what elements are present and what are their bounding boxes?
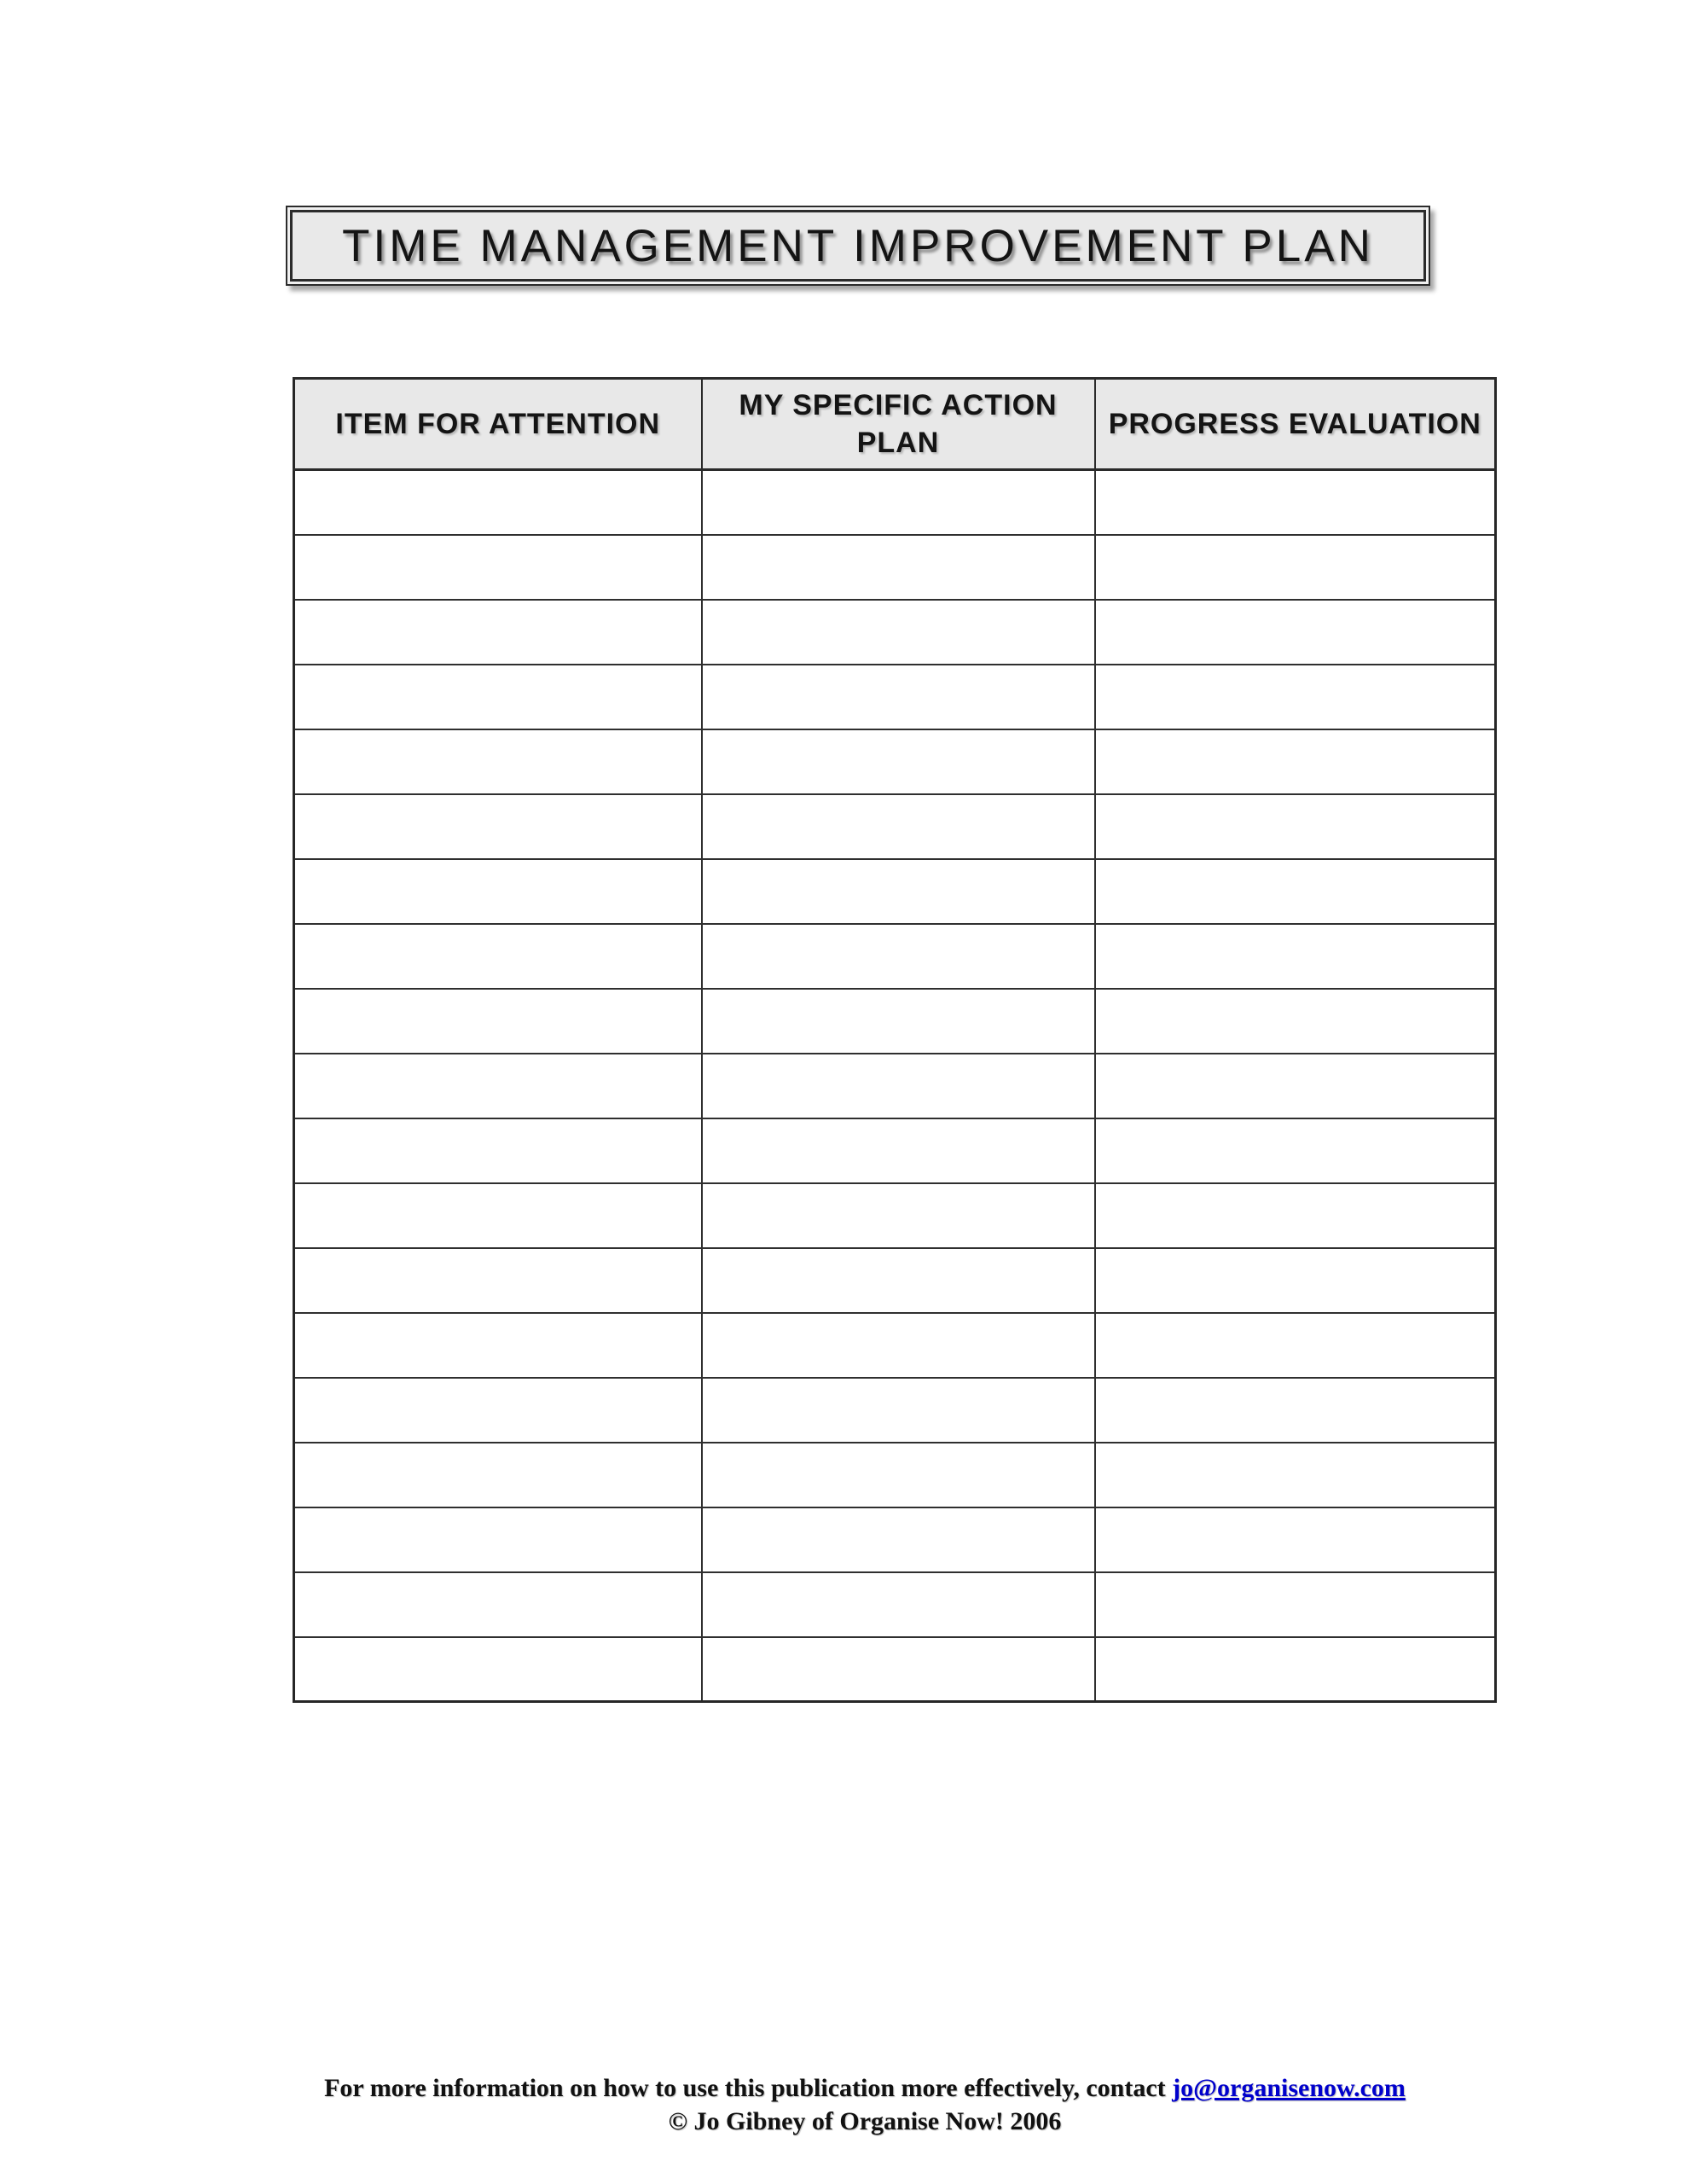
table-row [294,1443,1496,1507]
table-cell [294,1054,702,1118]
table-cell [294,859,702,924]
table-cell [702,1378,1095,1443]
table-row [294,729,1496,794]
table-cell [1095,1572,1496,1637]
table-cell [294,729,702,794]
table-cell [1095,535,1496,600]
table-cell [702,535,1095,600]
table-cell [702,1183,1095,1248]
table-row [294,470,1496,535]
table-cell [1095,794,1496,859]
table-cell [1095,989,1496,1054]
table-cell [702,470,1095,535]
table-cell [294,924,702,989]
table-row [294,1313,1496,1378]
table-cell [702,729,1095,794]
table-row [294,535,1496,600]
table-cell [1095,1248,1496,1313]
table-row [294,794,1496,859]
table-cell [294,1378,702,1443]
table-row [294,1118,1496,1183]
table-body [294,470,1496,1702]
column-header-item-for-attention: ITEM FOR ATTENTION [294,379,702,470]
table-cell [1095,1183,1496,1248]
table-cell [294,470,702,535]
table-cell [702,989,1095,1054]
table-cell [702,1248,1095,1313]
table-cell [1095,1313,1496,1378]
table-row [294,1378,1496,1443]
table-row [294,1637,1496,1702]
page-footer [43,2071,1687,2138]
table-row [294,1183,1496,1248]
table-row [294,1572,1496,1637]
table-cell [1095,1118,1496,1183]
table-cell [294,1637,702,1702]
table-cell [294,1118,702,1183]
table-cell [702,924,1095,989]
table-row [294,600,1496,665]
email-link[interactable]: jo@organisenow.com [1172,2074,1406,2102]
copyright-line: © Jo Gibney of Organise Now! 2006 [668,2107,1062,2135]
column-header-my-specific-action-plan: MY SPECIFIC ACTION PLAN [702,379,1095,470]
table-cell [702,665,1095,729]
table-cell [294,1443,702,1507]
table-cell [702,1572,1095,1637]
table-cell [1095,1443,1496,1507]
table-cell [1095,1637,1496,1702]
table-row [294,1248,1496,1313]
table-header-row [294,379,1496,470]
table-cell [1095,859,1496,924]
table-cell [1095,1378,1496,1443]
footer-contact-line [43,2071,1687,2105]
table-row [294,989,1496,1054]
table-cell [1095,729,1496,794]
table-cell [702,1313,1095,1378]
table-cell [294,1183,702,1248]
table-row [294,1507,1496,1572]
table-cell [702,1637,1095,1702]
table-cell [1095,600,1496,665]
table-cell [1095,1054,1496,1118]
table-cell [702,1507,1095,1572]
plan-table [293,377,1497,1703]
table-cell [294,1507,702,1572]
table-cell [294,665,702,729]
table-cell [294,1572,702,1637]
title-banner [286,206,1430,286]
page-title: TIME MANAGEMENT IMPROVEMENT PLAN [342,220,1374,271]
table-cell [702,600,1095,665]
table-cell [294,989,702,1054]
table-cell [702,794,1095,859]
table-cell [294,535,702,600]
table-row [294,665,1496,729]
column-header-progress-evaluation: PROGRESS EVALUATION [1095,379,1496,470]
table-cell [702,1054,1095,1118]
table-cell [294,1248,702,1313]
table-row [294,859,1496,924]
table-row [294,1054,1496,1118]
table-cell [1095,665,1496,729]
title-banner-inner [290,210,1426,282]
table-cell [702,1118,1095,1183]
footer-contact-text: For more information on how to use this publication more effectively, contact [324,2074,1173,2102]
table-cell [294,1313,702,1378]
table-cell [1095,924,1496,989]
table-cell [294,794,702,859]
table-cell [1095,1507,1496,1572]
table-cell [702,859,1095,924]
table-row [294,924,1496,989]
table-cell [702,1443,1095,1507]
table-cell [294,600,702,665]
table-cell [1095,470,1496,535]
